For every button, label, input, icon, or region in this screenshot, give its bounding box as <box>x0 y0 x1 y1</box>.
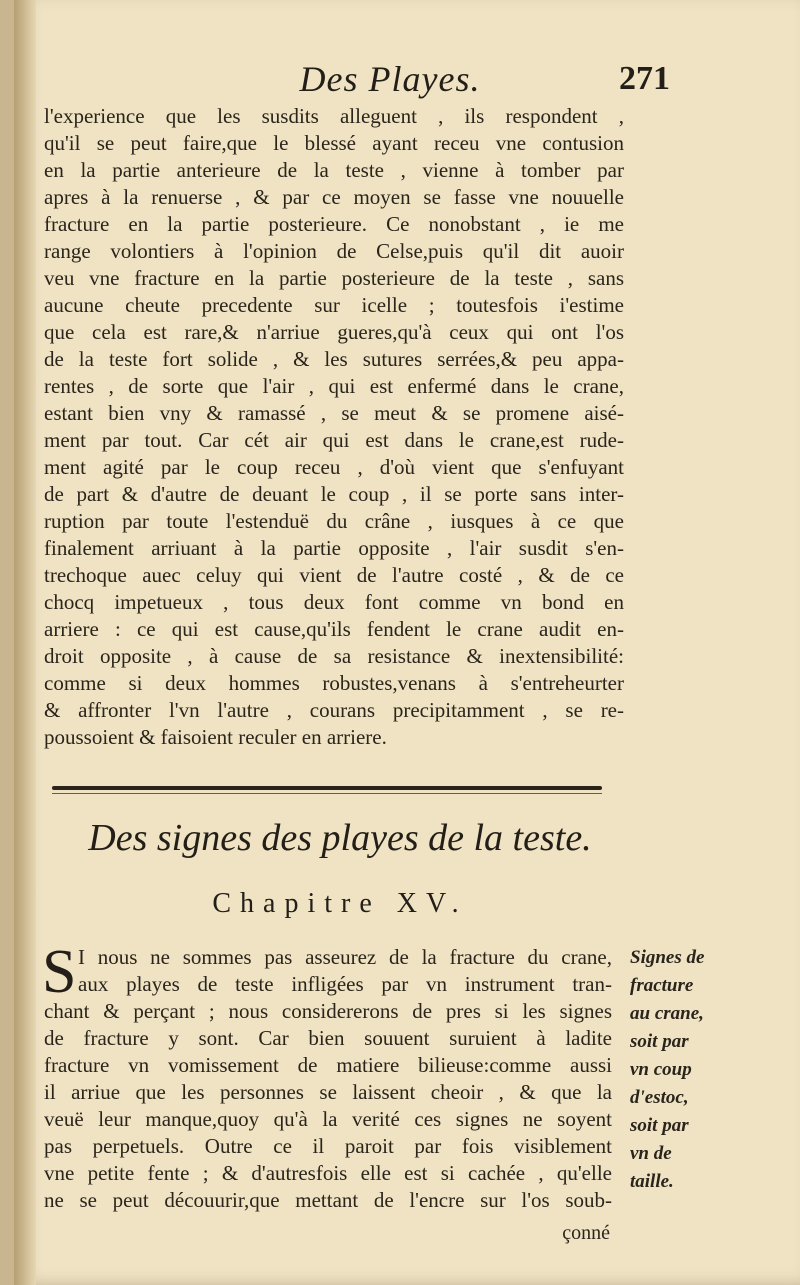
text-line: l'experience que les susdits alleguent , ils respondent , <box>44 104 624 128</box>
text-line: de part & d'autre de deuant le coup , il se porte sans inter- <box>44 482 624 506</box>
margin-note-line: au crane, <box>630 1003 704 1024</box>
margin-note <box>630 944 780 1196</box>
catchword: çonné <box>562 1222 610 1244</box>
text-line: & affronter l'vn l'autre , courans precipitamment , se re- <box>44 698 624 722</box>
text-line: veu vne fracture en la partie posterieure de la teste , sans <box>44 266 624 290</box>
body-paragraph <box>44 103 624 751</box>
text-line: chocq impetueux , tous deux font comme vn bond en <box>44 590 624 614</box>
text-line: I nous ne sommes pas asseurez de la fracture du crane, <box>78 945 612 969</box>
text-line: veuë leur manque,quoy qu'à la verité ces signes ne soyent <box>44 1107 612 1131</box>
chapter-heading: Chapitre XV. <box>212 888 468 919</box>
chapter-paragraph <box>42 938 612 1214</box>
page-number: 271 <box>619 60 670 97</box>
text-line: trechoque auec celuy qui vient de l'autre costé , & de ce <box>44 563 624 587</box>
margin-note-line: soit par <box>630 1115 689 1136</box>
text-line: il arriue que les personnes se laissent cheoir , & que la <box>44 1080 612 1104</box>
margin-note-line: Signes de <box>630 947 705 968</box>
text-line: fracture vn vomissement de matiere bilieuse:comme aussi <box>44 1053 612 1077</box>
margin-note-line: taille. <box>630 1171 674 1192</box>
text-line: qu'il se peut faire,que le blessé ayant receu vne contusion <box>44 131 624 155</box>
text-line: arriere : ce qui est cause,qu'ils fendent le crane audit en- <box>44 617 624 641</box>
margin-note-line: fracture <box>630 975 694 996</box>
section-divider-thin <box>52 793 602 794</box>
margin-note-line: soit par <box>630 1031 689 1052</box>
drop-cap: S <box>42 938 77 1006</box>
margin-note-line: d'estoc, <box>630 1087 689 1108</box>
text-line: ne se peut découurir,que mettant de l'encre sur l'os soub- <box>44 1188 612 1212</box>
running-title: Des Playes. <box>299 59 481 99</box>
text-line: chant & perçant ; nous considererons de pres si les signes <box>44 999 612 1023</box>
text-line: range volontiers à l'opinion de Celse,puis qu'il dit auoir <box>44 239 624 263</box>
text-line: ment par tout. Car cét air qui est dans le crane,est rude- <box>44 428 624 452</box>
text-line: de fracture y sont. Car bien souuent suruient à ladite <box>44 1026 612 1050</box>
text-line: ment agité par le coup receu , d'où vient que s'enfuyant <box>44 455 624 479</box>
text-line: de la teste fort solide , & les sutures serrées,& peu appa- <box>44 347 624 371</box>
section-divider-thick <box>52 786 602 790</box>
text-line: en la partie anterieure de la teste , vienne à tomber par <box>44 158 624 182</box>
text-line: fracture en la partie posterieure. Ce nonobstant , ie me <box>44 212 624 236</box>
text-line: que cela est rare,& n'arriue gueres,qu'à ceux qui ont l'os <box>44 320 624 344</box>
page-gutter-shadow <box>14 0 36 1285</box>
text-line: finalement arriuant à la partie opposite , l'air susdit s'en- <box>44 536 624 560</box>
text-line: aux playes de teste infligées par vn instrument tran- <box>78 972 612 996</box>
text-line: aucune cheute precedente sur icelle ; toutesfois i'estime <box>44 293 624 317</box>
text-line: ruption par toute l'estenduë du crâne , iusques à ce que <box>44 509 624 533</box>
text-line: rentes , de sorte que l'air , qui est enfermé dans le crane, <box>44 374 624 398</box>
text-line: estant bien vny & ramassé , se meut & se promene aisé- <box>44 401 624 425</box>
text-line: vne petite fente ; & d'autresfois elle est si cachée , qu'elle <box>44 1161 612 1185</box>
text-line: comme si deux hommes robustes,venans à s'entreheurter <box>44 671 624 695</box>
text-line: pas perpetuels. Outre ce il paroit par fois visiblement <box>44 1134 612 1158</box>
margin-note-line: vn coup <box>630 1059 692 1080</box>
margin-note-line: vn de <box>630 1143 672 1164</box>
section-title: Des signes des playes de la teste. <box>88 817 592 859</box>
text-line: droit opposite , à cause de sa resistance & inextensibilité: <box>44 644 624 668</box>
text-line: poussoient & faisoient reculer en arriere. <box>44 725 387 749</box>
text-line: apres à la renuerse , & par ce moyen se fasse vne nouuelle <box>44 185 624 209</box>
